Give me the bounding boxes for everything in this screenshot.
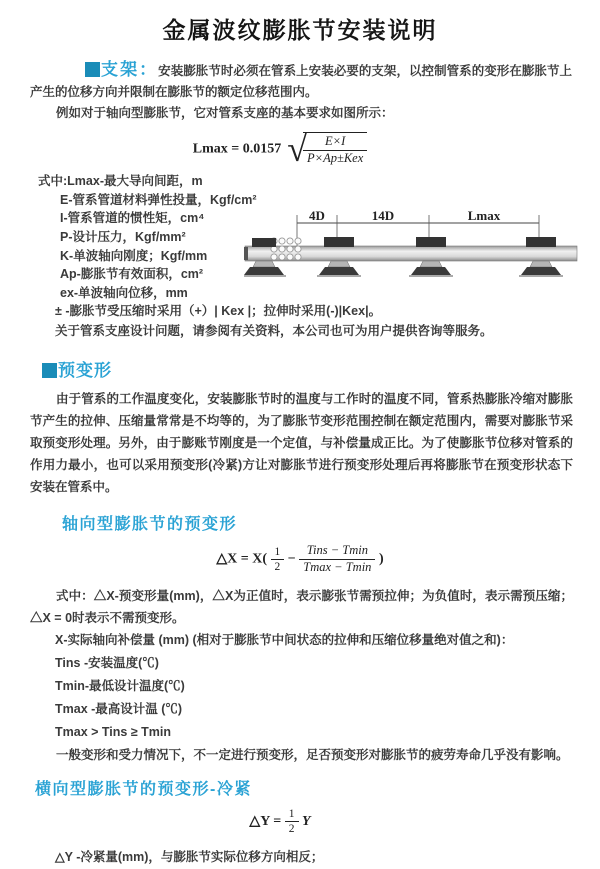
support-example-line: 例如对于轴向型膨胀节，它对管系支座的基本要求如图所示： <box>56 106 394 120</box>
definition-item: Ap-膨胀节有效面积，cm² <box>60 267 204 282</box>
definition-item: I-管系管道的惯性矩，cm⁴ <box>60 211 205 226</box>
one-half-fraction <box>271 545 285 575</box>
axial-definitions <box>0 629 600 767</box>
definition-item: K-单波轴向刚度；Kgf/mm <box>60 248 208 263</box>
plus-minus-note: ± -膨胀节受压缩时采用（+）| Kex |；拉伸时采用(-)|Kex|。 <box>55 304 382 319</box>
definition-item: ex-单波轴向位移，mm <box>60 285 188 300</box>
lateral-note: △Y -冷紧量(mm)，与膨胀节实际位移方向相反； <box>55 850 324 865</box>
temp-definition: Tmax > Tins ≥ Tmin <box>55 724 172 739</box>
axial-note: 一般变形和受力情况下，不一定进行预变形，足否预变形对膨胀节的疲劳寿命几乎没有影响。 <box>56 747 569 762</box>
lateral-formula-lhs: △Y = <box>249 813 282 829</box>
support-intro-paragraph <box>30 59 572 103</box>
dim-label-4d: 4D <box>309 208 325 223</box>
axial-explain-paragraph: 式中：△X-预变形量(mm)，△X为正值时，表示膨张节需预拉伸；为负值时，表示需预压缩；△X = 0时表示不需预变形。 <box>30 588 573 625</box>
minus-sign: − <box>287 551 296 567</box>
pipe-end-cap <box>244 247 248 260</box>
definition-item: E-管系管道材料弹性投量，Kgf/cm² <box>60 192 257 207</box>
axial-formula-rhs: ) <box>378 551 384 567</box>
temp-definition: Tmax -最高设计温 (℃) <box>55 701 183 716</box>
lateral-half-numerator: 1 <box>285 807 299 822</box>
temp-definition: Tmin-最低设计温度(℃) <box>55 678 185 693</box>
pre-deformation-paragraph: 由于管系的工作温度变化，安装膨胀节时的温度与工作时的温度不同，管系热膨胀冷缩对膨胀节产生的拉伸、压缩量常常是不均等的，为了膨胀节变形范围控制在额定范围内，需要对膨胀节采取预变形处理。另外，由于膨账节刚度是一个定值，与补偿量成正比。为了使膨胀节位移对管系的作用力最小，也可以采用预变形(冷紧)方让对膨胀节进行预变形处理后再将膨胀节在预变形状态下安装在管系中。 <box>30 392 573 495</box>
axial-formula-lhs: △X = X( <box>216 551 268 567</box>
service-note: 关于管系支座设计问题，请参阅有关资料，本公司也可为用户提供咨询等服务。 <box>55 323 493 338</box>
lmax-formula-denominator: P×Ap±Kex <box>307 150 364 165</box>
pre-deformation-heading <box>42 356 600 381</box>
radical-sign: √ <box>287 128 307 169</box>
definition-item: P-设计压力，Kgf/mm² <box>60 230 186 245</box>
lateral-half-denominator: 2 <box>288 823 295 836</box>
support-section-heading: 支架： <box>101 60 159 79</box>
lateral-formula-rhs: Y <box>302 813 311 829</box>
lateral-formula <box>0 807 560 837</box>
x-definition: X-实际轴向补偿量 (mm) (相对于膨胀节中间状态的拉伸和压缩位移量绝对值之和)： <box>55 632 514 647</box>
axial-formula-denominator: Tmax − Tmin <box>303 560 372 575</box>
half-denominator: 2 <box>274 561 281 574</box>
lmax-formula-lhs: Lmax = 0.0157 <box>192 141 282 157</box>
axial-formula-numerator: Tins − Tmin <box>299 543 375 560</box>
section-bullet-icon <box>85 62 100 77</box>
support-intro-text: 安装膨胀节时必须在管系上安装必要的支架，以控制管系的变形在膨胀节上产生的位移方向并限制在膨胀节的额定位移范围内。 <box>30 64 572 99</box>
temperature-fraction <box>299 543 375 575</box>
lmax-formula <box>0 128 560 169</box>
section-bullet-icon <box>42 363 57 378</box>
dim-label-lmax: Lmax <box>467 208 501 223</box>
half-numerator: 1 <box>271 545 285 560</box>
one-half-fraction <box>285 807 299 837</box>
lmax-formula-numerator: E×I <box>303 134 367 151</box>
lateral-sub-heading: 横向型膨胀节的预变形-冷紧 <box>35 780 252 798</box>
temp-definition: Tins -安装温度(℃) <box>55 655 159 670</box>
page-title: 金属波纹膨胀节安装说明 <box>162 17 438 43</box>
axial-sub-heading: 轴向型膨胀节的预变形 <box>62 516 238 534</box>
pipe-support-diagram <box>244 208 584 280</box>
definition-lead: 式中:Lmax-最大导向间距，m <box>38 174 203 189</box>
dim-label-14d: 14D <box>371 208 395 223</box>
sqrt-radical <box>287 128 367 169</box>
pre-deformation-heading-label: 预变形 <box>58 361 112 381</box>
axial-formula <box>0 543 600 575</box>
